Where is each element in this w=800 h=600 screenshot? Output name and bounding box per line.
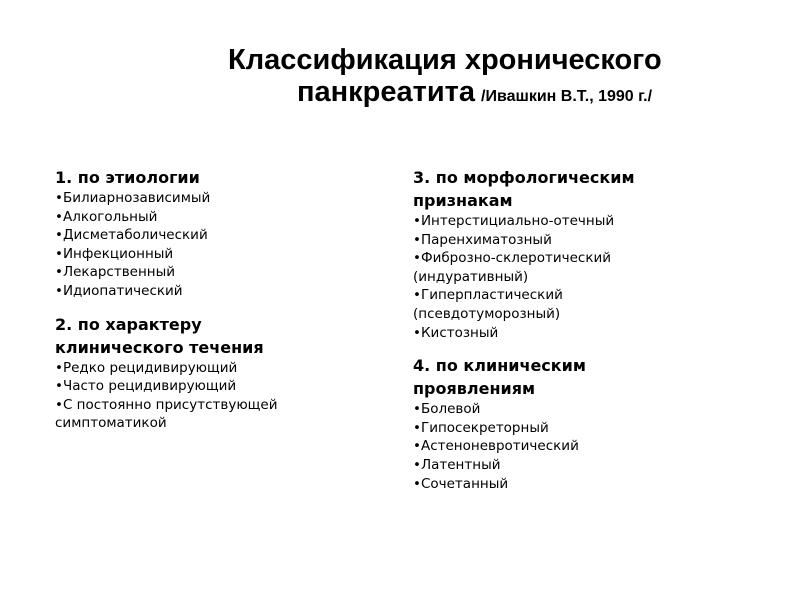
section-morphology: [413, 166, 753, 342]
list-item: •Гипосекреторный: [413, 419, 549, 436]
list-item: •Часто рецидивирующий: [55, 378, 237, 395]
list-item: •Редко рецидивирующий: [55, 359, 238, 376]
title-line-2-text: панкреатита: [297, 76, 476, 108]
list-item: •Латентный: [413, 456, 501, 473]
list-item: •Лекарственный: [55, 264, 176, 281]
section-clinical-course: [55, 313, 395, 433]
slide-title: [228, 44, 662, 113]
section-etiology: [55, 166, 395, 301]
list-item: •Алкогольный: [55, 208, 158, 225]
list-item: •С постоянно присутствующей симптоматикой: [55, 396, 278, 432]
list-item: •Дисметаболический: [55, 227, 208, 244]
section-heading: 4. по клиническим проявлениям: [413, 356, 586, 399]
list-item: •Инфекционный: [55, 245, 174, 262]
section-items: [55, 189, 395, 301]
section-items: [413, 400, 753, 493]
left-column: [55, 166, 395, 445]
list-item: •Интерстициально-отечный: [413, 213, 615, 229]
section-items: [55, 359, 325, 433]
list-item: •Идиопатический: [55, 282, 183, 299]
title-line-1: Классификация хронического: [228, 44, 662, 76]
list-item: •Астеноневротический: [413, 438, 579, 455]
section-heading: 2. по характеру клинического течения: [55, 314, 264, 357]
list-item: •Болевой: [413, 401, 481, 418]
list-item: •Фиброзно-склеротический (индуративный): [413, 250, 612, 285]
section-clinical-manifestations: [413, 354, 753, 493]
title-author: /Ивашкин В.Т., 1990 г./: [481, 88, 653, 105]
title-line-2: [228, 76, 662, 113]
section-items: [413, 212, 653, 342]
list-item: •Паренхиматозный: [413, 231, 552, 248]
list-item: •Гиперпластический (псевдотуморозный): [413, 287, 563, 322]
list-item: •Сочетанный: [413, 475, 509, 492]
section-heading: 1. по этиологии: [55, 168, 200, 187]
list-item: •Билиарнозависимый: [55, 190, 211, 206]
list-item: •Кистозный: [413, 324, 499, 341]
right-column: [413, 166, 753, 505]
section-heading: 3. по морфологическим признакам: [413, 168, 635, 210]
